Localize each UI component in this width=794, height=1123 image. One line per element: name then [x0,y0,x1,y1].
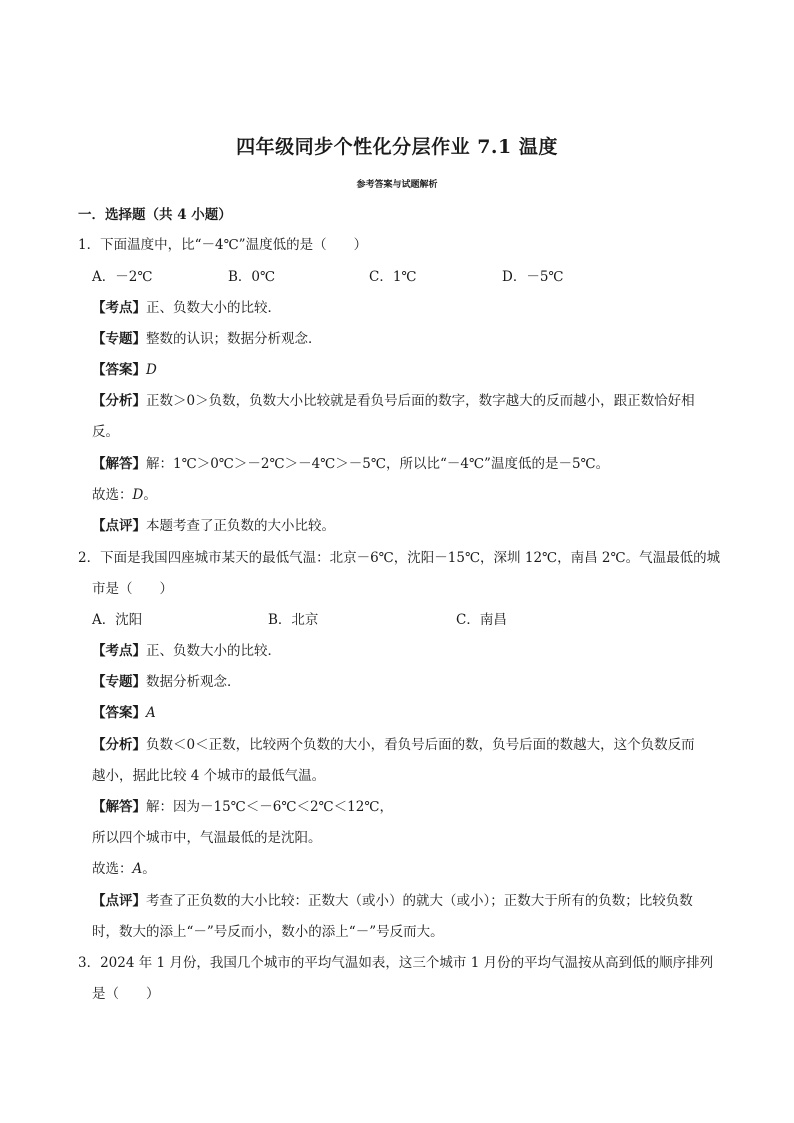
q1-dianping [92,516,335,536]
q2-kaodian [92,641,281,661]
q2-jieda [92,797,393,817]
q2-fenxi-line-2: 越小，据此比较 4 个城市的最低气温。 [92,768,326,784]
q1-option-a: A．－2℃ [92,269,153,285]
q2-guxuan [92,859,156,879]
q2-option-c: C．南昌 [456,612,507,628]
q1-option-b: B．0℃ [228,269,276,285]
q1-kaodian-text: 正、负数大小的比较． [146,300,281,316]
q1-zhuanti [92,329,322,349]
q1-guxuan [92,485,157,505]
q2-daan-text: A [146,705,156,721]
q2-daan [92,703,156,723]
q2-dianping-line-2: 时，数大的添上“－”号反而小，数小的添上“－”号反而大。 [92,924,444,940]
q1-stem: 1．下面温度中，比“－4℃”温度低的是（ ） [78,237,368,253]
q1-guxuan-prefix: 故选： [92,487,133,503]
q2-daan-tag: 【答案】 [92,705,146,721]
q1-dianping-tag: 【点评】 [92,518,146,534]
q2-dianping-tag: 【点评】 [92,893,146,909]
q2-option-a: A．沈阳 [92,612,143,628]
q2-zhuanti-text: 数据分析观念． [146,674,241,690]
q2-kaodian-tag: 【考点】 [92,643,146,659]
q1-daan-text: D [146,362,157,378]
q1-option-d: D．－5℃ [502,269,564,285]
q1-dianping-line-1: 本题考查了正负数的大小比较。 [146,518,335,534]
q1-fenxi-line-2: 反。 [92,424,119,440]
q1-kaodian-tag: 【考点】 [92,300,146,316]
document-subtitle: 参考答案与试题解析 [356,180,438,190]
q1-guxuan-answer: D [132,487,144,503]
q1-fenxi-line-1: 正数＞0＞负数，负数大小比较就是看负号后面的数字，数字越大的反而越小，跟正数恰好相 [146,393,695,409]
q2-zhuanti [92,672,241,692]
q2-guxuan-prefix: 故选： [92,861,133,877]
q2-fenxi [92,735,695,755]
q2-dianping [92,891,693,911]
q2-jieda-tag: 【解答】 [92,799,146,815]
q1-kaodian [92,298,281,318]
q2-kaodian-text: 正、负数大小的比较． [146,643,281,659]
q2-fenxi-line-1: 负数＜0＜正数，比较两个负数的大小，看负号后面的数，负号后面的数越大，这个负数反而 [146,737,695,753]
q1-jieda-line-1: 解：1℃＞0℃＞－2℃＞－4℃＞－5℃，所以比“－4℃”温度低的是－5℃。 [146,456,610,472]
q2-jieda-line-2: 所以四个城市中，气温最低的是沈阳。 [92,830,322,846]
document-title: 四年级同步个性化分层作业 7.1 温度 [236,136,558,158]
q2-guxuan-answer: A [132,861,143,877]
q2-jieda-line-1: 解：因为－15℃＜－6℃＜2℃＜12℃， [146,799,393,815]
q3-stem-line-1: 3．2024 年 1 月份，我国几个城市的平均气温如表，这三个城市 1 月份的平均气温按从高到低的顺序排列 [78,955,714,971]
q2-stem-line-2: 市是（ ） [92,581,173,597]
q2-fenxi-tag: 【分析】 [92,737,146,753]
q2-dianping-line-1: 考查了正负数的大小比较：正数大（或小）的就大（或小）；正数大于所有的负数；比较负数 [146,893,693,909]
q2-guxuan-suffix: 。 [142,861,156,877]
q1-jieda [92,454,609,474]
q3-stem-line-2: 是（ ） [92,986,160,1002]
q1-fenxi-tag: 【分析】 [92,393,146,409]
q2-stem-line-1: 2．下面是我国四座城市某天的最低气温：北京－6℃，沈阳－15℃，深圳 12℃，南昌 2℃。气温最低的城 [78,550,721,566]
q1-daan [92,360,157,380]
q2-zhuanti-tag: 【专题】 [92,674,146,690]
q1-zhuanti-tag: 【专题】 [92,331,146,347]
section-heading: 一．选择题（共 4 小题） [78,207,232,223]
q1-guxuan-suffix: 。 [143,487,157,503]
q1-jieda-tag: 【解答】 [92,456,146,472]
q2-option-b: B．北京 [268,612,319,628]
q1-zhuanti-text: 整数的认识；数据分析观念． [146,331,322,347]
q1-option-c: C．1℃ [369,269,417,285]
q1-daan-tag: 【答案】 [92,362,146,378]
q1-fenxi [92,391,695,411]
